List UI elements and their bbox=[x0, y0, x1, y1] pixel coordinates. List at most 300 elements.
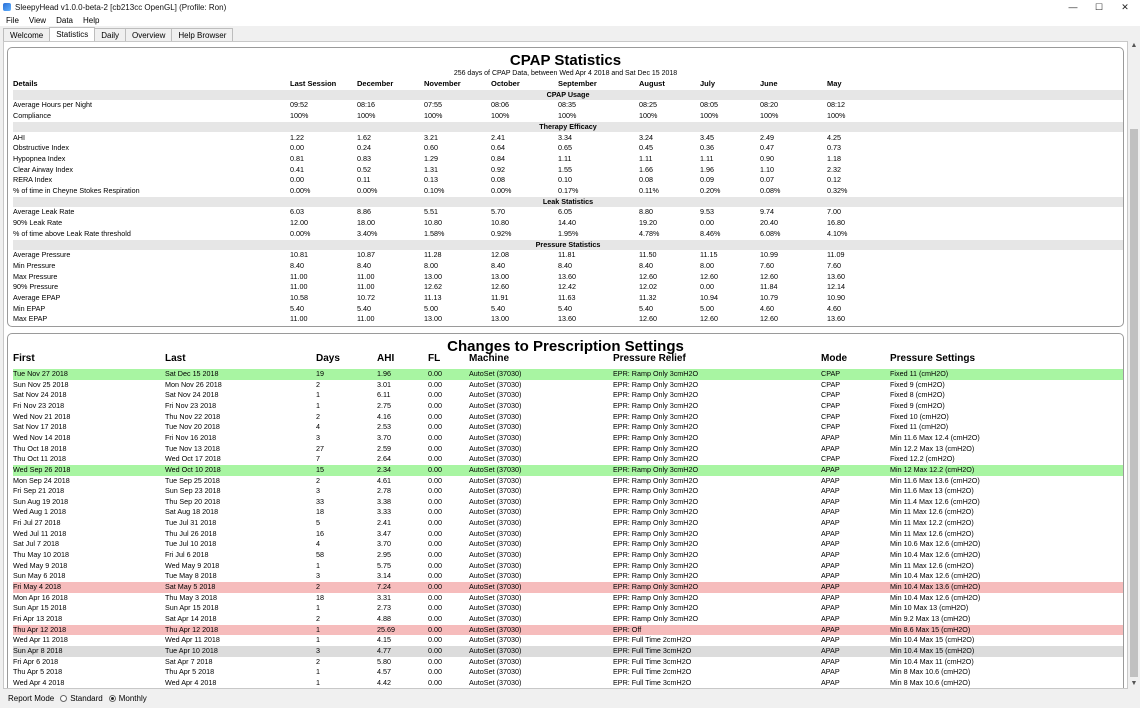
rx-cell: EPR: Ramp Only 3cmH2O bbox=[613, 411, 699, 421]
stats-cell: 0.41 bbox=[290, 164, 304, 174]
rx-cell: APAP bbox=[821, 528, 840, 538]
rx-cell: Sun Aug 19 2018 bbox=[13, 496, 69, 506]
rx-cell: AutoSet (37030) bbox=[469, 677, 522, 687]
stats-section-header: CPAP Usage bbox=[13, 90, 1123, 101]
rx-table-row[interactable] bbox=[13, 529, 1123, 540]
rx-cell: 0.00 bbox=[428, 432, 442, 442]
rx-table-row[interactable] bbox=[13, 454, 1123, 465]
rx-cell: Min 10.4 Max 12.6 (cmH2O) bbox=[890, 550, 981, 560]
rx-cell: APAP bbox=[821, 539, 840, 549]
rx-cell: Fixed 12.2 (cmH2O) bbox=[890, 454, 955, 464]
rx-table-row[interactable] bbox=[13, 593, 1123, 604]
rx-cell: Fri Nov 23 2018 bbox=[13, 400, 65, 410]
rx-cell: 0.00 bbox=[428, 645, 442, 655]
rx-cell: 3.01 bbox=[377, 379, 391, 389]
rx-table-row[interactable] bbox=[13, 380, 1123, 391]
stats-cell: 0.32% bbox=[827, 186, 848, 195]
rx-cell: EPR: Ramp Only 3cmH2O bbox=[613, 539, 699, 549]
rx-cell: AutoSet (37030) bbox=[469, 475, 522, 485]
scrollbar-thumb[interactable] bbox=[1130, 129, 1138, 677]
rx-cell: AutoSet (37030) bbox=[469, 369, 522, 378]
stats-row bbox=[13, 229, 1123, 240]
rx-cell: 19 bbox=[316, 369, 324, 378]
stats-cell: 8.40 bbox=[491, 260, 505, 270]
rx-cell: 2.34 bbox=[377, 464, 391, 474]
rx-cell: Wed Apr 11 2018 bbox=[13, 635, 68, 645]
rx-cell: AutoSet (37030) bbox=[469, 635, 522, 645]
rx-cell: Min 10.4 Max 15 (cmH2O) bbox=[890, 635, 975, 645]
minimize-button[interactable]: — bbox=[1068, 2, 1078, 12]
stats-cell: 11.28 bbox=[424, 250, 442, 260]
rx-cell: AutoSet (37030) bbox=[469, 454, 522, 464]
rx-cell: Sat Nov 24 2018 bbox=[13, 390, 67, 400]
stats-col-header: May bbox=[827, 79, 842, 88]
rx-cell: Min 10.4 Max 12.6 (cmH2O) bbox=[890, 571, 981, 581]
stats-cell: 13.60 bbox=[558, 314, 576, 324]
rx-cell: 4.88 bbox=[377, 613, 391, 623]
stats-cell: 100% bbox=[558, 111, 577, 121]
stats-cell: 07:55 bbox=[424, 100, 442, 110]
rx-cell: AutoSet (37030) bbox=[469, 613, 522, 623]
stats-cell: 8.40 bbox=[290, 260, 304, 270]
rx-cell: 0.00 bbox=[428, 656, 442, 666]
rx-cell: Thu May 3 2018 bbox=[165, 592, 217, 602]
rx-cell: Min 8 Max 10.6 (cmH2O) bbox=[890, 667, 971, 677]
rx-cell: APAP bbox=[821, 645, 840, 655]
rx-cell: Mon Apr 16 2018 bbox=[13, 592, 68, 602]
stats-cell: 12.02 bbox=[639, 282, 657, 292]
stats-row-label: Average EPAP bbox=[13, 293, 61, 302]
stats-cell: 12.42 bbox=[558, 282, 576, 292]
stats-cell: 100% bbox=[760, 111, 779, 121]
app-icon bbox=[3, 3, 11, 11]
tab-daily[interactable]: Daily bbox=[94, 28, 126, 41]
rx-cell: Thu Apr 5 2018 bbox=[165, 667, 215, 677]
rx-cell: AutoSet (37030) bbox=[469, 528, 522, 538]
rx-cell: Wed Nov 14 2018 bbox=[13, 432, 71, 442]
rx-cell: 0.00 bbox=[428, 464, 442, 474]
rx-cell: EPR: Ramp Only 3cmH2O bbox=[613, 379, 699, 389]
stats-row-label: 90% Leak Rate bbox=[13, 218, 63, 228]
rx-title: Changes to Prescription Settings bbox=[447, 338, 684, 355]
rx-cell: EPR: Ramp Only 3cmH2O bbox=[613, 475, 699, 485]
rx-cell: Min 11.6 Max 12.4 (cmH2O) bbox=[890, 432, 980, 442]
rx-cell: APAP bbox=[821, 475, 840, 485]
standard-radio[interactable] bbox=[60, 695, 67, 702]
rx-cell: Tue Jul 31 2018 bbox=[165, 518, 217, 528]
monthly-radio-label[interactable]: Monthly bbox=[118, 693, 147, 703]
stats-cell: 0.09 bbox=[700, 175, 714, 185]
monthly-radio[interactable] bbox=[109, 695, 116, 702]
stats-cell: 1.96 bbox=[700, 164, 714, 174]
rx-table-row[interactable] bbox=[13, 422, 1123, 433]
stats-col-header: June bbox=[760, 79, 778, 88]
stats-row-label: Compliance bbox=[13, 111, 51, 121]
rx-table-row[interactable] bbox=[13, 550, 1123, 561]
stats-cell: 10.80 bbox=[491, 218, 509, 228]
rx-cell: 1.96 bbox=[377, 369, 391, 378]
stats-cell: 100% bbox=[700, 111, 719, 121]
rx-cell: Fri Nov 23 2018 bbox=[165, 400, 217, 410]
stats-cell: 0.11% bbox=[639, 186, 659, 195]
rx-cell: Tue Nov 13 2018 bbox=[165, 443, 220, 453]
rx-cell: 4 bbox=[316, 539, 320, 549]
stats-cell: 12.60 bbox=[700, 271, 718, 281]
rx-table-row[interactable] bbox=[13, 369, 1123, 380]
stats-cell: 1.62 bbox=[357, 132, 371, 142]
maximize-button[interactable]: ☐ bbox=[1094, 1, 1104, 12]
rx-cell: EPR: Ramp Only 3cmH2O bbox=[613, 464, 699, 474]
stats-row bbox=[13, 100, 1123, 111]
rx-cell: Fri Apr 6 2018 bbox=[13, 656, 59, 666]
rx-cell: AutoSet (37030) bbox=[469, 464, 522, 474]
rx-cell: 25.69 bbox=[377, 624, 395, 634]
rx-cell: 2.41 bbox=[377, 518, 391, 528]
stats-row bbox=[13, 250, 1123, 261]
rx-cell: 3 bbox=[316, 432, 320, 442]
statistics-content bbox=[3, 41, 1128, 689]
stats-row-label: Obstructive Index bbox=[13, 143, 69, 153]
rx-cell: APAP bbox=[821, 432, 840, 442]
stats-row bbox=[13, 133, 1123, 144]
tab-help-browser[interactable]: Help Browser bbox=[171, 28, 233, 41]
stats-cell: 12.60 bbox=[700, 314, 718, 324]
tab-welcome[interactable]: Welcome bbox=[3, 28, 50, 41]
stats-row-label: Min EPAP bbox=[13, 303, 46, 313]
stats-cell: 6.08% bbox=[760, 228, 781, 238]
rx-cell: CPAP bbox=[821, 400, 841, 410]
rx-cell: AutoSet (37030) bbox=[469, 624, 522, 634]
rx-cell: AutoSet (37030) bbox=[469, 518, 522, 528]
rx-cell: Sat Jul 7 2018 bbox=[13, 539, 59, 549]
rx-table-row[interactable] bbox=[13, 401, 1123, 412]
stats-cell: 8.40 bbox=[639, 260, 653, 270]
menu-bar bbox=[0, 14, 1140, 26]
rx-cell: CPAP bbox=[821, 379, 841, 389]
rx-cell: 0.00 bbox=[428, 677, 442, 687]
stats-cell: 12.60 bbox=[760, 314, 778, 324]
rx-cell: 3.38 bbox=[377, 496, 391, 506]
rx-cell: Fixed 8 (cmH2O) bbox=[890, 390, 945, 400]
stats-cell: 10.79 bbox=[760, 293, 778, 302]
rx-cell: 2.73 bbox=[377, 603, 391, 613]
stats-cell: 4.25 bbox=[827, 132, 841, 142]
stats-cell: 11.15 bbox=[700, 250, 718, 260]
rx-cell: 0.00 bbox=[428, 454, 442, 464]
stats-cell: 1.18 bbox=[827, 153, 841, 163]
rx-cell: EPR: Ramp Only 3cmH2O bbox=[613, 454, 699, 464]
rx-cell: Fixed 11 (cmH2O) bbox=[890, 369, 949, 378]
rx-cell: 0.00 bbox=[428, 635, 442, 645]
rx-cell: Thu May 10 2018 bbox=[13, 550, 69, 560]
stats-cell: 1.22 bbox=[290, 132, 304, 142]
rx-cell: 0.00 bbox=[428, 582, 442, 591]
rx-cell: Sat Apr 7 2018 bbox=[165, 656, 213, 666]
stats-cell: 0.10 bbox=[558, 175, 572, 185]
rx-cell: Min 11.4 Max 12.6 (cmH2O) bbox=[890, 496, 980, 506]
rx-cell: APAP bbox=[821, 486, 840, 496]
rx-table-row[interactable] bbox=[13, 667, 1123, 678]
menu-view[interactable]: View bbox=[28, 15, 47, 25]
rx-cell: APAP bbox=[821, 624, 840, 634]
rx-table-row[interactable] bbox=[13, 486, 1123, 497]
stats-cell: 0.47 bbox=[760, 143, 774, 153]
rx-cell: EPR: Ramp Only 3cmH2O bbox=[613, 613, 699, 623]
rx-table-row[interactable] bbox=[13, 433, 1123, 444]
rx-table-row[interactable] bbox=[13, 476, 1123, 487]
tab-overview[interactable]: Overview bbox=[125, 28, 172, 41]
rx-cell: 0.00 bbox=[428, 443, 442, 453]
tab-statistics[interactable]: Statistics bbox=[49, 27, 95, 41]
rx-cell: AutoSet (37030) bbox=[469, 411, 522, 421]
stats-cell: 0.84 bbox=[491, 153, 505, 163]
rx-cell: Sat Apr 14 2018 bbox=[165, 613, 217, 623]
rx-table-row[interactable] bbox=[13, 390, 1123, 401]
rx-table-row[interactable] bbox=[13, 465, 1123, 476]
rx-cell: EPR: Full Time 3cmH2O bbox=[613, 645, 692, 655]
rx-cell: CPAP bbox=[821, 390, 841, 400]
rx-cell: Fixed 10 (cmH2O) bbox=[890, 411, 949, 421]
stats-col-header: Last Session bbox=[290, 79, 337, 88]
rx-cell: APAP bbox=[821, 582, 840, 591]
rx-table-row[interactable] bbox=[13, 561, 1123, 572]
rx-cell: EPR: Full Time 2cmH2O bbox=[613, 635, 692, 645]
stats-cell: 1.95% bbox=[558, 228, 579, 238]
stats-cell: 0.00 bbox=[290, 175, 304, 185]
stats-row-label: % of time above Leak Rate threshold bbox=[13, 228, 131, 238]
stats-cell: 12.60 bbox=[639, 271, 657, 281]
stats-cell: 11.00 bbox=[357, 314, 375, 324]
stats-row bbox=[13, 111, 1123, 122]
rx-table-row[interactable] bbox=[13, 539, 1123, 550]
scroll-up-icon[interactable]: ▲ bbox=[1130, 42, 1138, 49]
rx-cell: 0.00 bbox=[428, 507, 442, 517]
rx-cell: APAP bbox=[821, 656, 840, 666]
rx-cell: 0.00 bbox=[428, 422, 442, 432]
stats-cell: 5.00 bbox=[700, 303, 714, 313]
rx-cell: 3.14 bbox=[377, 571, 391, 581]
menu-help[interactable]: Help bbox=[83, 15, 100, 25]
rx-cell: 15 bbox=[316, 464, 324, 474]
rx-cell: 0.00 bbox=[428, 496, 442, 506]
stats-cell: 12.60 bbox=[639, 314, 657, 324]
stats-cell: 9.74 bbox=[760, 207, 774, 217]
rx-table-row[interactable] bbox=[13, 635, 1123, 646]
stats-cell: 08:06 bbox=[491, 100, 509, 110]
rx-table-row[interactable] bbox=[13, 582, 1123, 593]
stats-cell: 7.00 bbox=[827, 207, 841, 217]
rx-cell: 0.00 bbox=[428, 411, 442, 421]
rx-cell: Fri Jul 6 2018 bbox=[165, 550, 209, 560]
stats-row-label: AHI bbox=[13, 132, 25, 142]
stats-cell: 3.45 bbox=[700, 132, 714, 142]
stats-cell: 0.92 bbox=[491, 164, 505, 174]
stats-cell: 13.00 bbox=[424, 271, 442, 281]
menu-data[interactable]: Data bbox=[56, 15, 73, 25]
stats-cell: 0.20% bbox=[700, 186, 721, 195]
stats-cell: 0.52 bbox=[357, 164, 371, 174]
rx-cell: APAP bbox=[821, 613, 840, 623]
rx-table-row[interactable] bbox=[13, 603, 1123, 614]
rx-cell: 5 bbox=[316, 518, 320, 528]
close-button[interactable]: ✕ bbox=[1121, 1, 1129, 12]
stats-cell: 0.17% bbox=[558, 186, 579, 195]
rx-cell: Wed May 9 2018 bbox=[13, 560, 68, 570]
stats-cell: 0.92% bbox=[491, 228, 512, 238]
rx-cell: Tue Nov 27 2018 bbox=[13, 369, 68, 378]
stats-cell: 11.00 bbox=[290, 271, 308, 281]
stats-cell: 3.21 bbox=[424, 132, 438, 142]
stats-cell: 0.08 bbox=[639, 175, 653, 185]
rx-table-row[interactable] bbox=[13, 646, 1123, 657]
rx-cell: Min 10.4 Max 15 (cmH2O) bbox=[890, 645, 975, 655]
scroll-down-icon[interactable]: ▼ bbox=[1130, 680, 1138, 687]
rx-table-row[interactable] bbox=[13, 518, 1123, 529]
rx-cell: Thu Apr 5 2018 bbox=[13, 667, 63, 677]
stats-cell: 0.08% bbox=[760, 186, 781, 195]
rx-cell: 0.00 bbox=[428, 667, 442, 677]
stats-cell: 0.07 bbox=[760, 175, 774, 185]
rx-table-row[interactable] bbox=[13, 657, 1123, 668]
rx-table-row[interactable] bbox=[13, 412, 1123, 423]
rx-cell: Min 11 Max 12.6 (cmH2O) bbox=[890, 507, 974, 517]
stats-cell: 11.00 bbox=[357, 282, 375, 292]
rx-cell: 3.47 bbox=[377, 528, 391, 538]
stats-cell: 6.03 bbox=[290, 207, 304, 217]
stats-row-label: Average Hours per Night bbox=[13, 100, 92, 110]
stats-subtitle: 256 days of CPAP Data, between Wed Apr 4 2018 and Sat Dec 15 2018 bbox=[453, 70, 678, 77]
stats-cell: 3.24 bbox=[639, 132, 653, 142]
vertical-scrollbar[interactable] bbox=[1129, 41, 1139, 689]
stats-cell: 1.66 bbox=[639, 164, 653, 174]
stats-cell: 0.45 bbox=[639, 143, 653, 153]
stats-cell: 14.40 bbox=[558, 218, 576, 228]
rx-cell: 3.70 bbox=[377, 539, 391, 549]
stats-cell: 0.65 bbox=[558, 143, 572, 153]
stats-cell: 5.40 bbox=[357, 303, 371, 313]
rx-cell: APAP bbox=[821, 443, 840, 453]
rx-cell: EPR: Ramp Only 3cmH2O bbox=[613, 432, 699, 442]
stats-cell: 0.11 bbox=[357, 175, 371, 185]
rx-cell: 16 bbox=[316, 528, 324, 538]
rx-col-header: Days bbox=[316, 353, 340, 364]
rx-cell: APAP bbox=[821, 603, 840, 613]
rx-table-row[interactable] bbox=[13, 444, 1123, 455]
rx-table-row[interactable] bbox=[13, 625, 1123, 636]
rx-cell: Sat Aug 18 2018 bbox=[165, 507, 219, 517]
stats-col-header: July bbox=[700, 79, 716, 88]
stats-cell: 13.00 bbox=[491, 271, 509, 281]
rx-cell: CPAP bbox=[821, 411, 841, 421]
menu-file[interactable]: File bbox=[6, 15, 19, 25]
stats-header-row bbox=[13, 79, 1123, 90]
stats-cell: 1.11 bbox=[700, 153, 714, 163]
rx-cell: 4.15 bbox=[377, 635, 391, 645]
rx-cell: 1 bbox=[316, 400, 320, 410]
rx-cell: AutoSet (37030) bbox=[469, 667, 522, 677]
rx-cell: Min 11 Max 12.6 (cmH2O) bbox=[890, 528, 974, 538]
rx-cell: 2.53 bbox=[377, 422, 391, 432]
rx-cell: 3 bbox=[316, 486, 320, 496]
rx-cell: EPR: Ramp Only 3cmH2O bbox=[613, 507, 699, 517]
stats-cell: 0.08 bbox=[491, 175, 505, 185]
stats-cell: 19.20 bbox=[639, 218, 657, 228]
rx-cell: Tue Apr 10 2018 bbox=[165, 645, 218, 655]
rx-table-row[interactable] bbox=[13, 507, 1123, 518]
rx-table-row[interactable] bbox=[13, 571, 1123, 582]
stats-row bbox=[13, 218, 1123, 229]
rx-cell: 0.00 bbox=[428, 624, 442, 634]
stats-cell: 11.13 bbox=[424, 293, 442, 302]
stats-cell: 100% bbox=[357, 111, 376, 121]
rx-cell: Min 10.4 Max 11 (cmH2O) bbox=[890, 656, 974, 666]
stats-cell: 0.00 bbox=[700, 218, 714, 228]
rx-cell: Thu Oct 11 2018 bbox=[13, 454, 67, 464]
rx-cell: AutoSet (37030) bbox=[469, 560, 522, 570]
rx-cell: Wed Oct 10 2018 bbox=[165, 464, 221, 474]
rx-cell: Thu Apr 12 2018 bbox=[165, 624, 219, 634]
stats-cell: 4.10% bbox=[827, 228, 848, 238]
rx-cell: Sun May 6 2018 bbox=[13, 571, 66, 581]
rx-cell: EPR: Ramp Only 3cmH2O bbox=[613, 400, 699, 410]
rx-cell: Wed Jul 11 2018 bbox=[13, 528, 67, 538]
rx-table-row[interactable] bbox=[13, 614, 1123, 625]
stats-cell: 08:16 bbox=[357, 100, 375, 110]
rx-cell: Thu Apr 12 2018 bbox=[13, 624, 67, 634]
rx-cell: AutoSet (37030) bbox=[469, 603, 522, 613]
stats-section-header: Pressure Statistics bbox=[13, 240, 1123, 251]
rx-cell: Fri May 4 2018 bbox=[13, 582, 61, 591]
rx-cell: 0.00 bbox=[428, 379, 442, 389]
rx-cell: EPR: Ramp Only 3cmH2O bbox=[613, 592, 699, 602]
stats-cell: 10.90 bbox=[827, 293, 845, 302]
stats-cell: 20.40 bbox=[760, 218, 778, 228]
stats-cell: 13.60 bbox=[558, 271, 576, 281]
rx-cell: 3.33 bbox=[377, 507, 391, 517]
stats-cell: 1.11 bbox=[558, 153, 572, 163]
stats-row bbox=[13, 272, 1123, 283]
stats-row-label: Hypopnea Index bbox=[13, 153, 66, 163]
rx-col-header: First bbox=[13, 353, 35, 364]
stats-row bbox=[13, 293, 1123, 304]
rx-cell: Wed Oct 17 2018 bbox=[165, 454, 221, 464]
rx-cell: 1 bbox=[316, 635, 320, 645]
rx-cell: Mon Nov 26 2018 bbox=[165, 379, 222, 389]
stats-row-label: Average Pressure bbox=[13, 250, 71, 260]
stats-cell: 7.60 bbox=[827, 260, 841, 270]
rx-cell: 0.00 bbox=[428, 603, 442, 613]
stats-col-header: October bbox=[491, 79, 520, 88]
rx-cell: 4.61 bbox=[377, 475, 391, 485]
rx-cell: AutoSet (37030) bbox=[469, 656, 522, 666]
stats-cell: 12.00 bbox=[290, 218, 308, 228]
stats-cell: 10.72 bbox=[357, 293, 375, 302]
rx-cell: 2 bbox=[316, 411, 320, 421]
rx-cell: Thu Nov 22 2018 bbox=[165, 411, 221, 421]
standard-radio-label[interactable]: Standard bbox=[70, 693, 103, 703]
stats-cell: 08:12 bbox=[827, 100, 845, 110]
rx-cell: 0.00 bbox=[428, 486, 442, 496]
rx-cell: Sat Nov 24 2018 bbox=[165, 390, 219, 400]
rx-cell: EPR: Ramp Only 3cmH2O bbox=[613, 550, 699, 560]
stats-cell: 4.78% bbox=[639, 228, 660, 238]
stats-row bbox=[13, 154, 1123, 165]
rx-cell: Min 11.6 Max 13 (cmH2O) bbox=[890, 486, 974, 496]
rx-table-row[interactable] bbox=[13, 497, 1123, 508]
rx-table-row[interactable] bbox=[13, 678, 1123, 689]
rx-cell: EPR: Ramp Only 3cmH2O bbox=[613, 496, 699, 506]
rx-cell: Fixed 9 (cmH2O) bbox=[890, 400, 945, 410]
